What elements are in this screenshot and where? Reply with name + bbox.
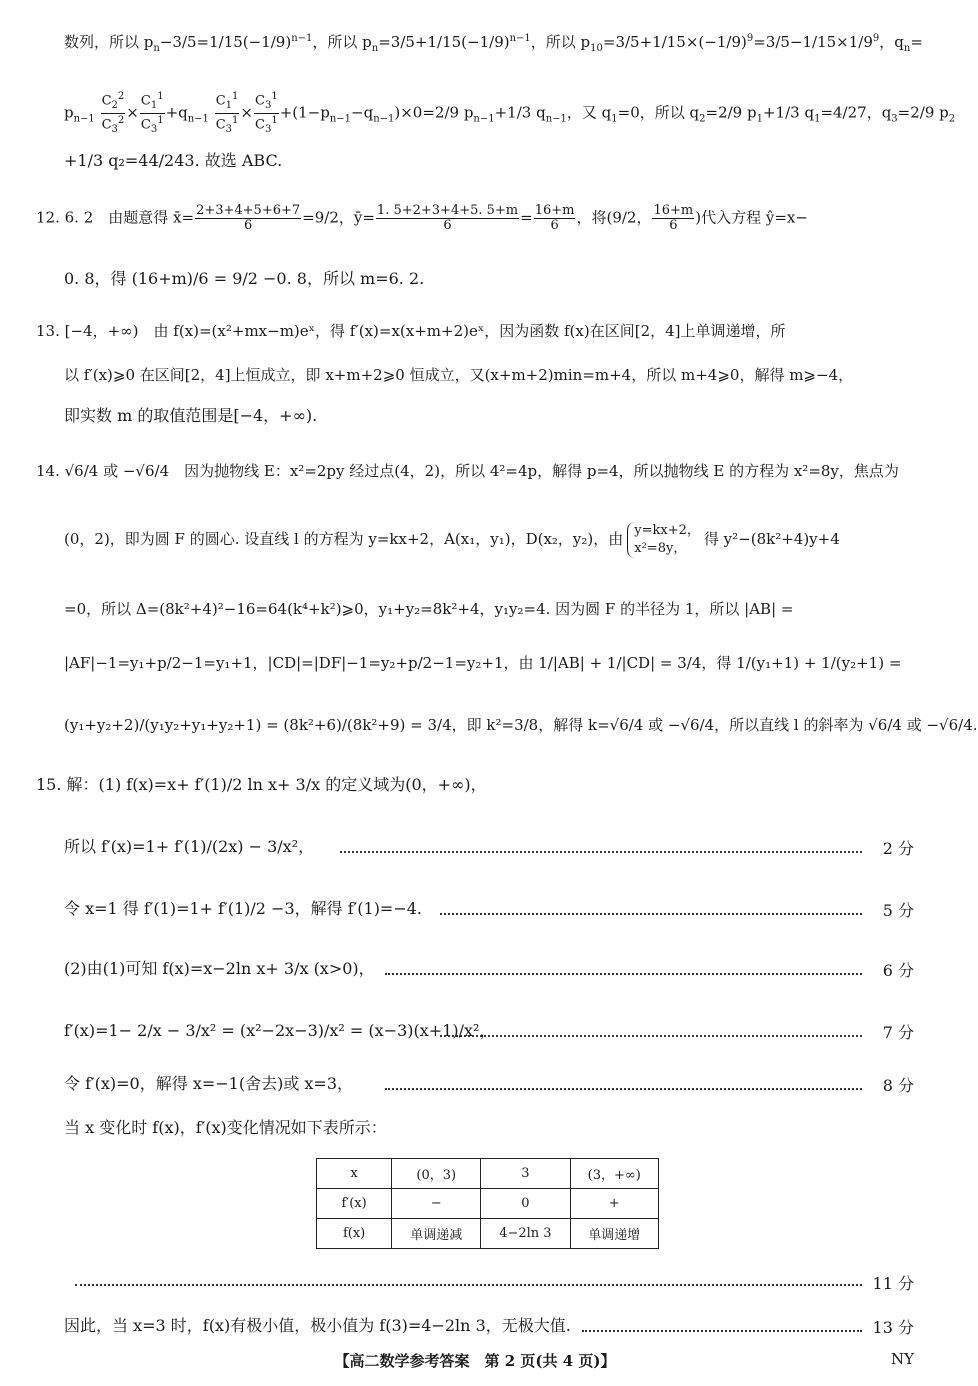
q15-conclusion: 因此，当 x=3 时，f(x)有极小值，极小值为 f(3)=4−2ln 3，无极大值. [64,1316,571,1335]
q11-text: +1/3 q [494,103,546,122]
table-cell: (3，+∞) [570,1159,659,1189]
q14-line-2 [64,522,914,558]
q11-text: ，所以 p [312,33,372,51]
q11-text: × [126,103,139,122]
q11-line-3: +1/3 q₂=44/243. 故选 ABC. [64,151,283,170]
equation: x²=8y， [634,541,687,556]
table-cell: f′(x) [317,1189,392,1219]
q11-text: −q [351,103,374,122]
score-leader [440,1035,862,1037]
q11-line-1: 数列，所以 $p_n-3/5=1/15(-1/9)^{n-1}$，所以 $p_n=3/5+1/15(-1/9)^{n-1}$，所以 $p_{10}=3/5+1/15\times(-1/9)^9=3/5-1/15\times 1/9^9$，$q_n=$ [64,33,923,54]
q11-text: =2/9 p [897,103,949,122]
q11-text: ，所以 p [530,33,591,51]
table-row [317,1219,659,1249]
score-leader [385,1088,862,1090]
score: 5 分 [882,901,914,920]
q15-step-6: 当 x 变化时 f(x)，f′(x)变化情况如下表所示： [64,1118,387,1137]
score-leader [440,913,862,915]
table-cell: 4−2ln 3 [481,1219,570,1249]
q11-text: +q [165,103,188,122]
q12-number: 12. 6. 2 [36,208,94,227]
combination-fraction: $\frac{C_3^1}{C_3^1}$ [254,91,278,135]
q14-line-1: 14. √6/4 或 −√6/4 因为抛物线 E：x²=2py 经过点(4，2)，所以 4²=4p，解得 p=4，所以抛物线 E 的方程为 x²=8y，焦点为 [36,462,899,480]
fraction-numerator: 16+m [534,203,575,218]
score: 6 分 [882,961,914,980]
equation: y=kx+2， [634,523,700,538]
table-cell: f(x) [317,1219,392,1249]
q13-line-1: 13. [−4，+∞) 由 f(x)=(x²+mx−m)eˣ，得 f′(x)=x(x+m+2)eˣ，因为函数 f(x)在区间[2，4]上单调递增，所 [36,322,786,340]
q15-step-2: 令 x=1 得 f′(1)=1+ f′(1)/2 −3，解得 f′(1)=−4. [64,899,423,918]
q15-step-1: 所以 f′(x)=1+ f′(1)/(2x) − 3/x²， [64,837,315,856]
table-cell: 单调递减 [392,1219,481,1249]
q11-text: =3/5+1/15×(−1/9) [602,33,747,51]
fraction [534,204,576,233]
q11-text: +(1−p [279,103,330,122]
q11-text: −3/5=1/15(−1/9) [159,33,292,51]
q15-step-3: (2)由(1)可知 f(x)=x−2ln x+ 3/x (x>0)， [64,959,375,978]
q15-step-4: f′(x)=1− 2/x − 3/x² = (x²−2x−3)/x² = (x−3)(x+1)/x²， [64,1021,496,1040]
score: 7 分 [882,1023,914,1042]
q12-text: 由题意得 x̄= [108,208,195,227]
score-leader [385,973,862,975]
fraction-denominator: 6 [443,218,452,233]
footer-code: NY [890,1350,914,1368]
q15-line-1: 15. 解：(1) f(x)=x+ f′(1)/2 ln x+ 3/x 的定义域为(0，+∞)， [36,775,487,794]
score-leader [75,1284,862,1286]
variation-table [316,1158,659,1249]
table-cell: + [570,1189,659,1219]
fraction-numerator: 2+3+4+5+6+7 [196,203,301,218]
table-cell: (0，3) [392,1159,481,1189]
table-cell: − [392,1189,481,1219]
combination-fraction: $\frac{C_2^2}{C_3^2}$ [101,91,125,135]
q11-text: p [64,103,74,122]
fraction-denominator: 6 [243,218,253,233]
score-leader [582,1330,862,1332]
q11-text: =0，所以 q [617,103,700,122]
q11-text: =4/27，q [820,103,892,122]
q11-text: =3/5−1/15×1/9 [753,33,873,51]
table-cell: 单调递增 [570,1219,659,1249]
fraction-numerator: 1. 5+2+3+4+5. 5+m [376,203,519,218]
q14-line-5: (y₁+y₂+2)/(y₁y₂+y₁+y₂+1) = (8k²+6)/(8k²+9) = 3/4，即 k²=3/8，解得 k=√6/4 或 −√6/4，所以直线 l 的斜率为 √6/4 或 −√6/4. [64,716,978,734]
q12-text: =9/2，ȳ= [302,208,375,227]
table-row [317,1189,659,1219]
equation-system [627,522,700,558]
score-leader [340,851,862,853]
q11-text: +1/3 q [762,103,815,122]
table-row [317,1159,659,1189]
q11-text: ，q [879,33,904,51]
q12-text: )代入方程 ŷ=x− [695,208,808,227]
fraction [376,204,519,233]
q11-text: )×0=2/9 p [394,103,474,122]
score: 13 分 [872,1318,914,1337]
table-cell: x [317,1159,392,1189]
q13-line-3: 即实数 m 的取值范围是[−4，+∞). [64,406,318,425]
q11-line-2: $p_{n-1}$ $\frac{C_2^2}{C_3^2}$ × $\frac{C_1^1}{C_3^1}$ $+q_{n-1}$ $\frac{C_1^1}{C_3^1}$ × $\frac{C_3^1}{C_3^1}$ $+(1-p_{n-1}-q_{n-1})\times 0=2/9$ $p_{n-1}+1/3$ $q_{n-1}$，又 $q_1=0$，所以 $q_2=2/9$ $p_1+1/3$ $q_1=4/27$，$q_3=2/9$ $p_2$ [64,91,956,135]
q14-line-4: |AF|−1=y₁+p/2−1=y₁+1，|CD|=|DF|−1=y₂+p/2−1=y₂+1，由 1/|AB| + 1/|CD| = 3/4，得 1/(y₁+1) + 1/(y₂+1) = [64,654,902,672]
fraction-denominator: 6 [550,218,559,233]
q11-text: = [910,33,923,51]
q12-line-1 [36,204,914,233]
table-cell: 3 [481,1159,570,1189]
q12-text: = [520,208,533,227]
page-footer: 【高二数学参考答案 第 2 页(共 4 页)】 [334,1352,616,1370]
q12-line-2: 0. 8，得 (16+m)/6 = 9/2 −0. 8，所以 m=6. 2. [64,269,425,288]
score: 11 分 [872,1274,914,1293]
fraction [652,204,694,233]
q11-text: 数列，所以 p [64,33,154,51]
combination-fraction: $\frac{C_1^1}{C_3^1}$ [215,91,239,135]
q15-step-5: 令 f′(x)=0，解得 x=−1(舍去)或 x=3， [64,1074,354,1093]
fraction [195,204,301,233]
q12-text: ，将(9/2， [576,208,652,227]
score: 2 分 [882,839,914,858]
q14-line-3: =0，所以 Δ=(8k²+4)²−16=64(k⁴+k²)⩾0，y₁+y₂=8k²+4，y₁y₂=4. 因为圆 F 的半径为 1，所以 |AB| = [64,600,794,618]
q11-text: =2/9 p [705,103,757,122]
q11-text: ，又 q [566,103,612,122]
score: 8 分 [882,1076,914,1095]
table-cell: 0 [481,1189,570,1219]
combination-fraction: $\frac{C_1^1}{C_3^1}$ [140,91,164,135]
q14-text: (0，2)，即为圆 F 的圆心. 设直线 l 的方程为 y=kx+2，A(x₁，y₁)，D(x₂，y₂)，由 [64,530,624,548]
q14-text: 得 y²−(8k²+4)y+4 [703,530,840,548]
fraction-denominator: 6 [669,218,678,233]
q13-line-2: 以 f′(x)⩾0 在区间[2，4]上恒成立，即 x+m+2⩾0 恒成立，又(x+m+2)min=m+4，所以 m+4⩾0，解得 m⩾−4， [64,366,854,384]
fraction-numerator: 16+m [653,203,694,218]
q11-text: =3/5+1/15(−1/9) [378,33,510,51]
